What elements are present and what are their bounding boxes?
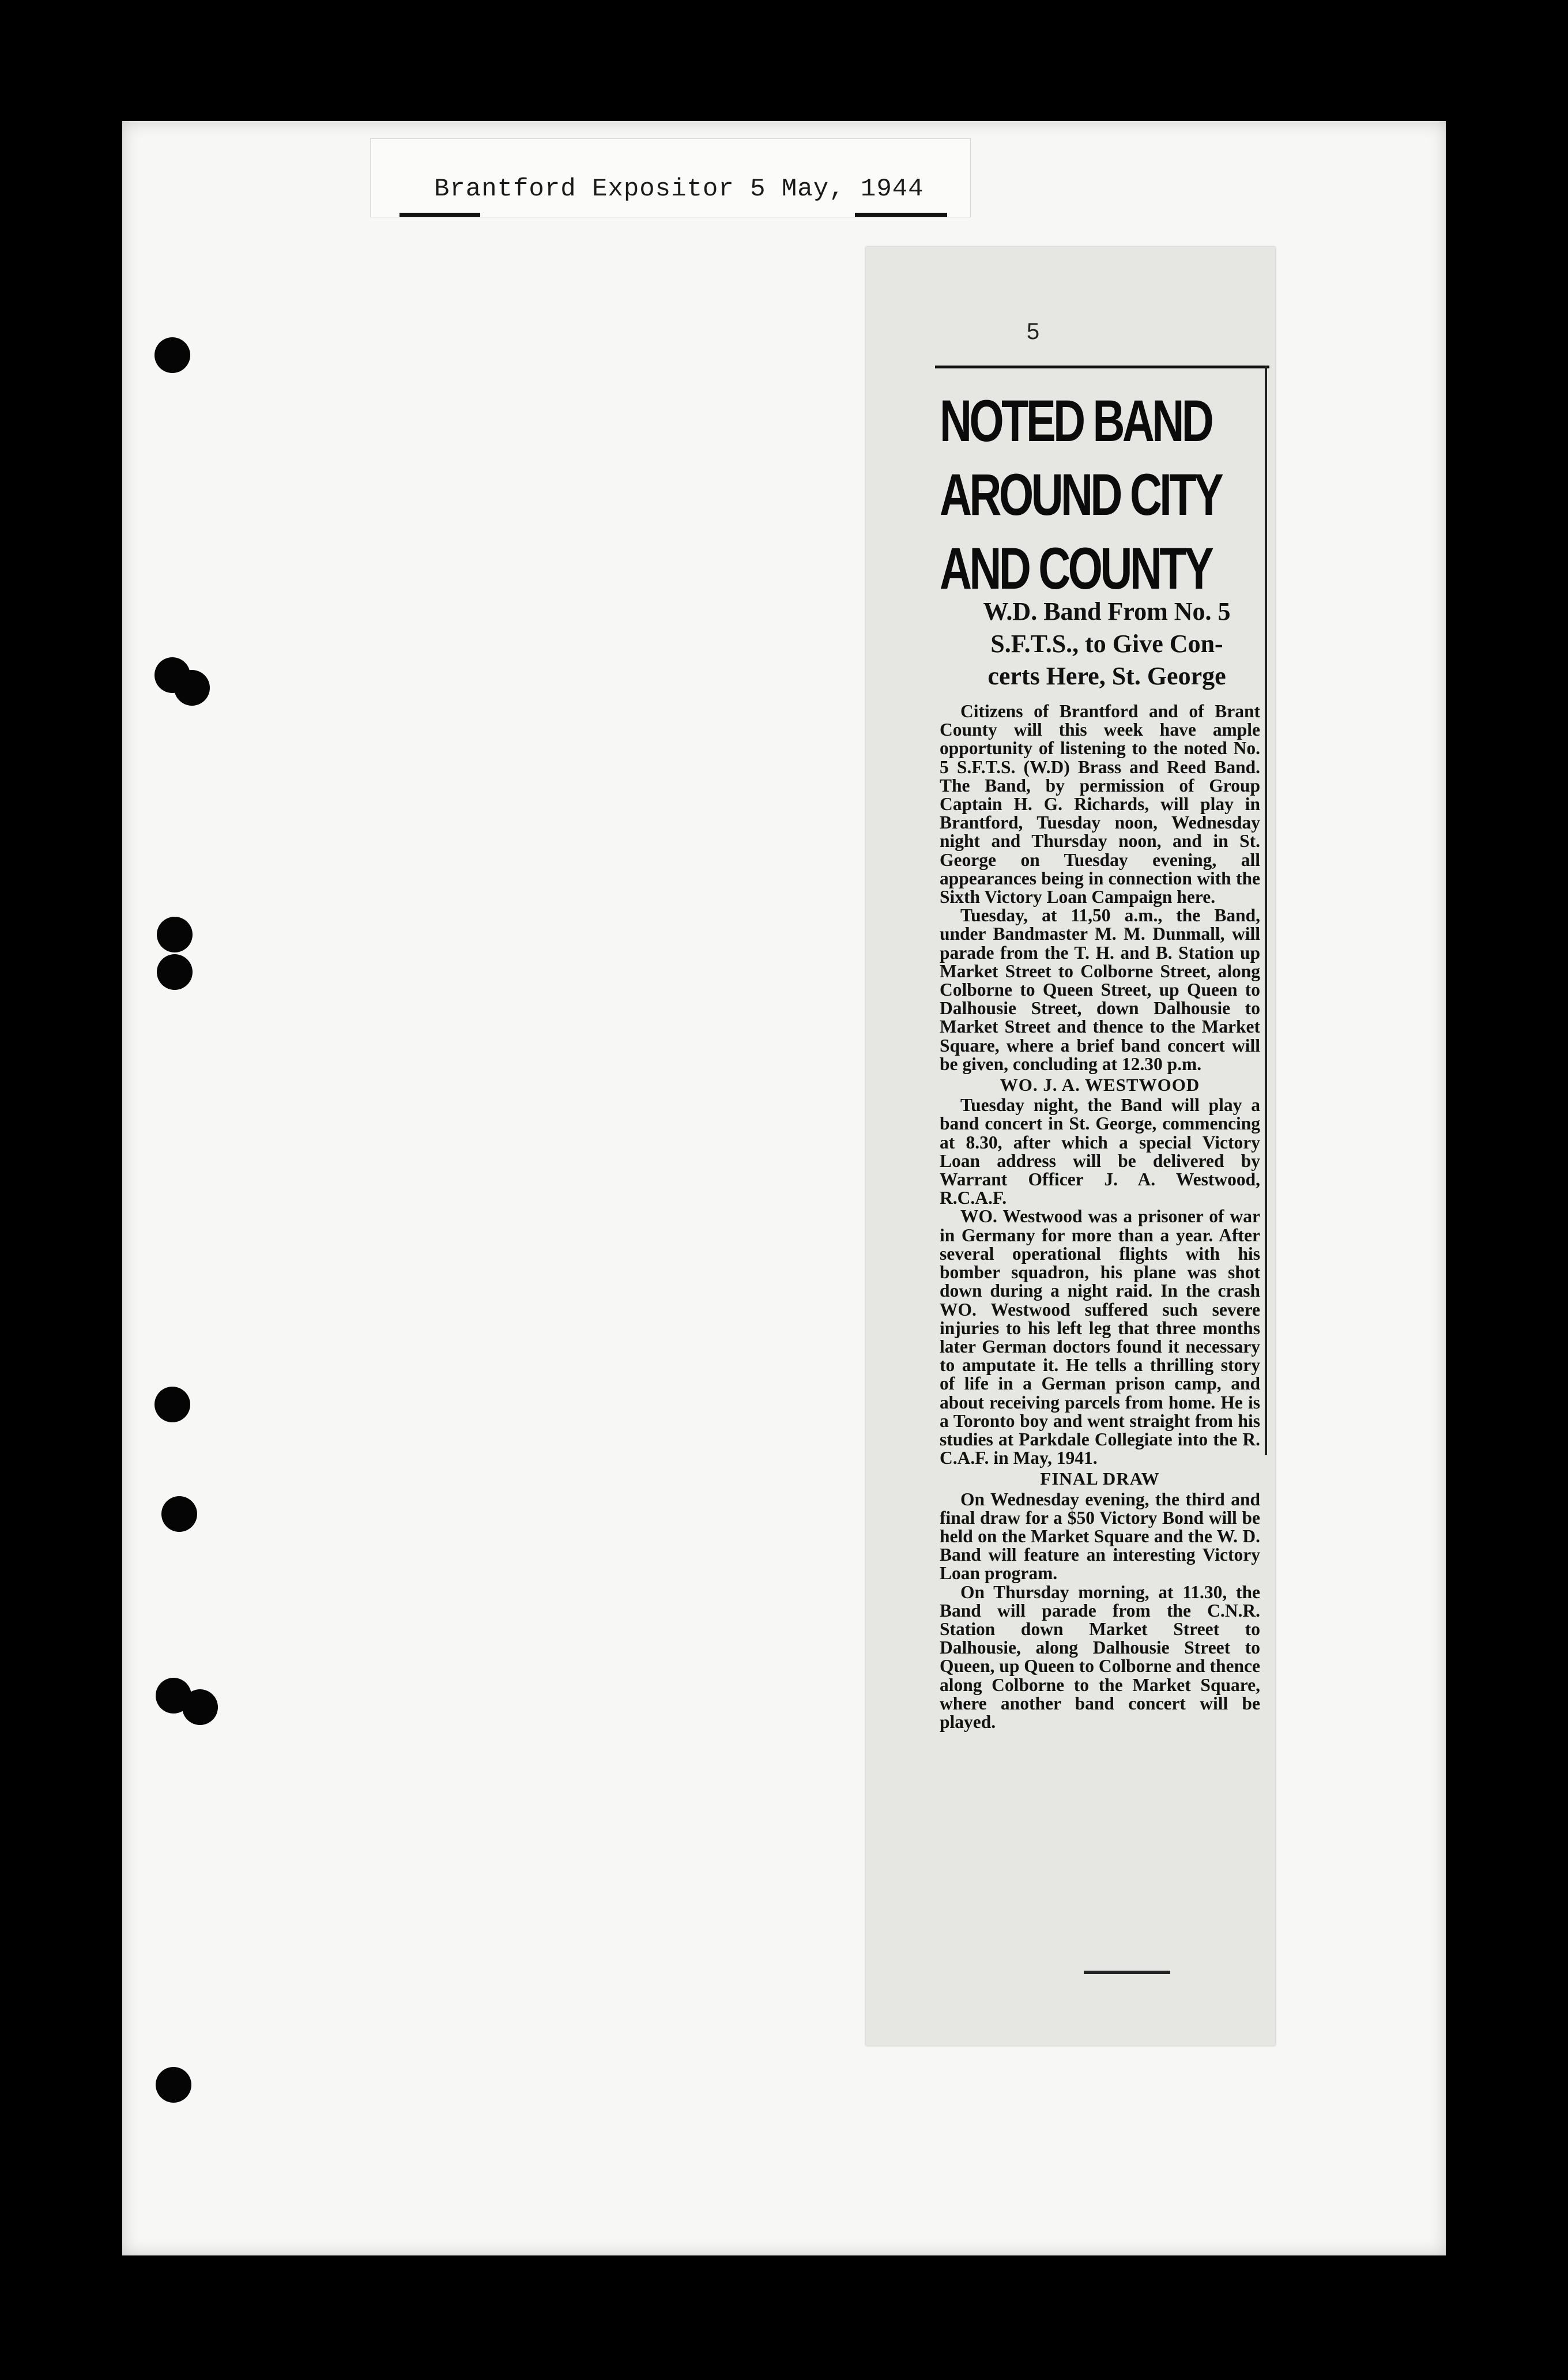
punch-hole	[156, 2067, 191, 2103]
punch-hole	[154, 1387, 190, 1422]
section-heading: WO. J. A. WESTWOOD	[1000, 1075, 1200, 1095]
newspaper-clipping	[866, 247, 1275, 2046]
article-paragraph: On Wednesday evening, the third and final draw for a $50 Victory Bond will be held on the Market Square and the W. D. Band will feature an interesting Victory Loan program.	[940, 1489, 1260, 1584]
section-heading: FINAL DRAW	[1040, 1468, 1160, 1489]
label-rule	[399, 213, 480, 217]
label-rule	[855, 213, 947, 217]
punch-hole	[154, 337, 190, 373]
archive-sheet	[122, 121, 1446, 2255]
punch-hole	[157, 917, 193, 952]
punch-hole	[161, 1496, 197, 1532]
subheadline	[951, 596, 1262, 692]
subheadline-line: W.D. Band From No. 5	[983, 597, 1231, 626]
headline-line: AROUND CITY	[940, 462, 1222, 528]
article-paragraph: Tuesday night, the Band will play a band concert in St. George, commencing at 8.30, after which a special Victory Loan address will be delivered by Warrant Officer J. A. Westwood, R.C.A.F.	[940, 1095, 1260, 1208]
end-rule	[1084, 1971, 1170, 1974]
article-body	[940, 702, 1260, 1731]
page-number-mark: 5	[1026, 319, 1040, 344]
punch-hole	[182, 1689, 218, 1725]
article-paragraph: On Thursday morning, at 11.30, the Band will parade from the C.N.R. Station down Market Street to Dalhousie, along Dalhousie Street to Queen, up Queen to Colborne and thence along Colborne to the Market Square, where another band concert will be played.	[940, 1581, 1260, 1732]
subheadline-line: certs Here, St. George	[987, 662, 1226, 690]
article-paragraph: WO. Westwood was a prisoner of war in Germany for more than a year. After several operational flights with his bomber squadron, his plane was shot down during a night raid. In the crash WO. Westwood suffered such severe injuries to his left leg that three months later German doctors found it necessary to amputate it. He tells a thrilling story of life in a German prison camp, and about receiving parcels from home. He is a Toronto boy and went straight from his studies at Parkdale Collegiate into the R. C.A.F. in May, 1941.	[940, 1206, 1260, 1468]
source-label	[370, 138, 971, 217]
headline-line: AND COUNTY	[940, 536, 1212, 601]
column-rule	[935, 366, 1269, 368]
source-citation: Brantford Expositor 5 May, 1944	[434, 175, 924, 204]
subheadline-line: S.F.T.S., to Give Con-	[990, 630, 1223, 658]
column-side-rule	[1265, 366, 1267, 1455]
punch-hole	[174, 670, 210, 706]
punch-hole	[157, 954, 193, 990]
article-paragraph: Tuesday, at 11,50 a.m., the Band, under Bandmaster M. M. Dunmall, will parade from the T. H. and B. Station up Market Street to Colborne Street, along Colborne to Queen Street, up Queen to Dalhousie Street, down Dalhousie to Market Street and thence to the Market Square, where a brief band concert will be given, concluding at 12.30 p.m.	[940, 905, 1260, 1074]
headline-line: NOTED BAND	[940, 388, 1212, 454]
headline	[940, 384, 1222, 605]
article-paragraph: Citizens of Brantford and of Brant County will this week have ample opportunity of listening to the noted No. 5 S.F.T.S. (W.D) Brass and Reed Band. The Band, by permission of Group Captain H. G. Richards, will play in Brantford, Tuesday noon, Wednesday night and Thursday noon, and in St. George on Tuesday evening, all appearances being in connection with the Sixth Victory Loan Campaign here.	[940, 701, 1260, 907]
